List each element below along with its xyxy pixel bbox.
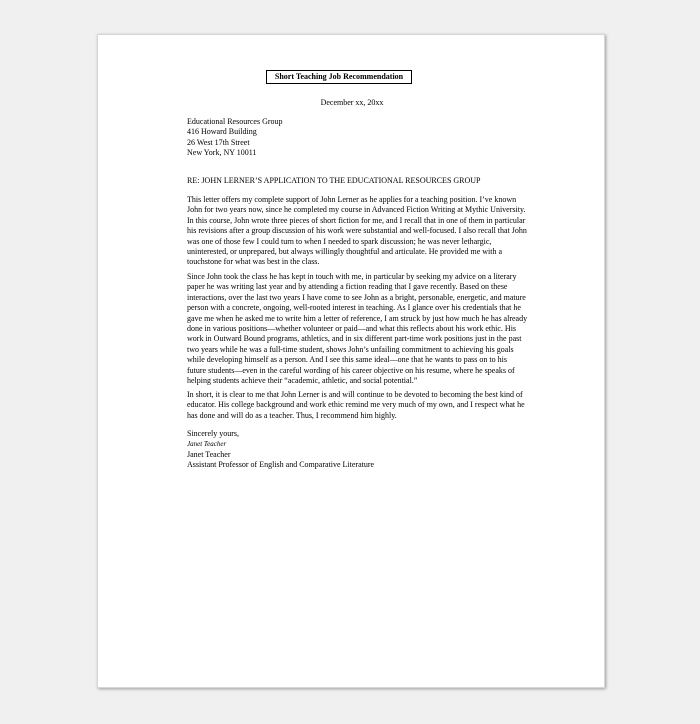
text-line: This letter offers my complete support of John Lerner as he applies for a teaching position. I’ve known bbox=[187, 195, 517, 204]
text-line: paper he was writing last year and by attending a fiction reading that I gave recently. Based on these bbox=[187, 282, 508, 292]
text-line: his revisions after a group discussion of his work were substantial and well-focused. I also recall that John bbox=[187, 226, 527, 236]
closing: Sincerely yours, bbox=[187, 429, 239, 438]
text-line: work in Outward Bound programs, athletics, and in six different part-time work positions just in the past bbox=[187, 334, 522, 344]
text-line: while developing himself as a person. And I see this same ideal—one that he wants to pass on to his bbox=[187, 355, 507, 365]
text-line: person with a concrete, ongoing, well-rooted interest in teaching. As I glance over his credentials that he bbox=[187, 303, 521, 313]
closing-block bbox=[187, 429, 547, 471]
signature: Janet Teacher bbox=[187, 440, 227, 449]
text-line: In short, it is clear to me that John Lerner is and will continue to be devoted to becoming the best kind of bbox=[187, 390, 523, 399]
text-line: John for two years now, since he completed my course in Advanced Fiction Writing at Mythic University. bbox=[187, 205, 526, 215]
text-line: In this course, John wrote three pieces of short fiction for me, and I recall that in one of them in particular bbox=[187, 215, 526, 225]
text-line: helping students achieve their “academic, athletic, and social potential.” bbox=[187, 376, 418, 386]
signer-position: Assistant Professor of English and Comparative Literature bbox=[187, 460, 375, 470]
text-line: was one of those few I could turn to when I needed to spark discussion; he was never lethargic, bbox=[187, 236, 492, 246]
text-line: two years while he was a full-time student, shows John’s unfailing commitment to achieving his goals bbox=[187, 344, 514, 354]
text-line: Since John took the class he has kept in touch with me, in particular by seeking my advice on a literary bbox=[187, 272, 517, 281]
paragraph-1 bbox=[187, 195, 547, 268]
text-line: touchstone for what was best in the class. bbox=[187, 257, 320, 267]
subject-line: RE: JOHN LERNER’S APPLICATION TO THE EDUCATIONAL RESOURCES GROUP bbox=[187, 176, 481, 185]
address-line: Educational Resources Group bbox=[187, 117, 283, 126]
text-line: future students—even in the careful wording of his career objective on his resume, where he speaks of bbox=[187, 365, 515, 375]
text-line: interactions, over the last two years I have come to see John as a bright, personable, energetic, and mature bbox=[187, 292, 526, 302]
letter-date: December xx, 20xx bbox=[320, 98, 384, 107]
text-line: uninterested, or unprepared, but always willingly thoughtful and articulate. He provided me with a bbox=[187, 247, 503, 257]
recipient-address bbox=[187, 117, 547, 159]
text-line: gave me when he asked me to write him a letter of reference, I am struck by just how much he has already bbox=[187, 313, 528, 323]
paragraph-3 bbox=[187, 390, 547, 421]
signer-name: Janet Teacher bbox=[187, 449, 231, 459]
address-line: 416 Howard Building bbox=[187, 127, 257, 137]
document-title: Short Teaching Job Recommendation bbox=[266, 70, 412, 84]
address-line: 26 West 17th Street bbox=[187, 137, 250, 147]
text-line: educator. His college background and work ethic remind me very much of my own, and I respect what he bbox=[187, 400, 525, 410]
text-line: done in various positions—whether volunteer or paid—and what this reflects about his work ethic. His bbox=[187, 324, 517, 334]
text-line: has done and will do as a teacher. Thus, I recommend him highly. bbox=[187, 410, 397, 420]
document-page bbox=[97, 34, 605, 688]
address-line: New York, NY 10011 bbox=[187, 148, 257, 158]
paragraph-2 bbox=[187, 272, 547, 386]
